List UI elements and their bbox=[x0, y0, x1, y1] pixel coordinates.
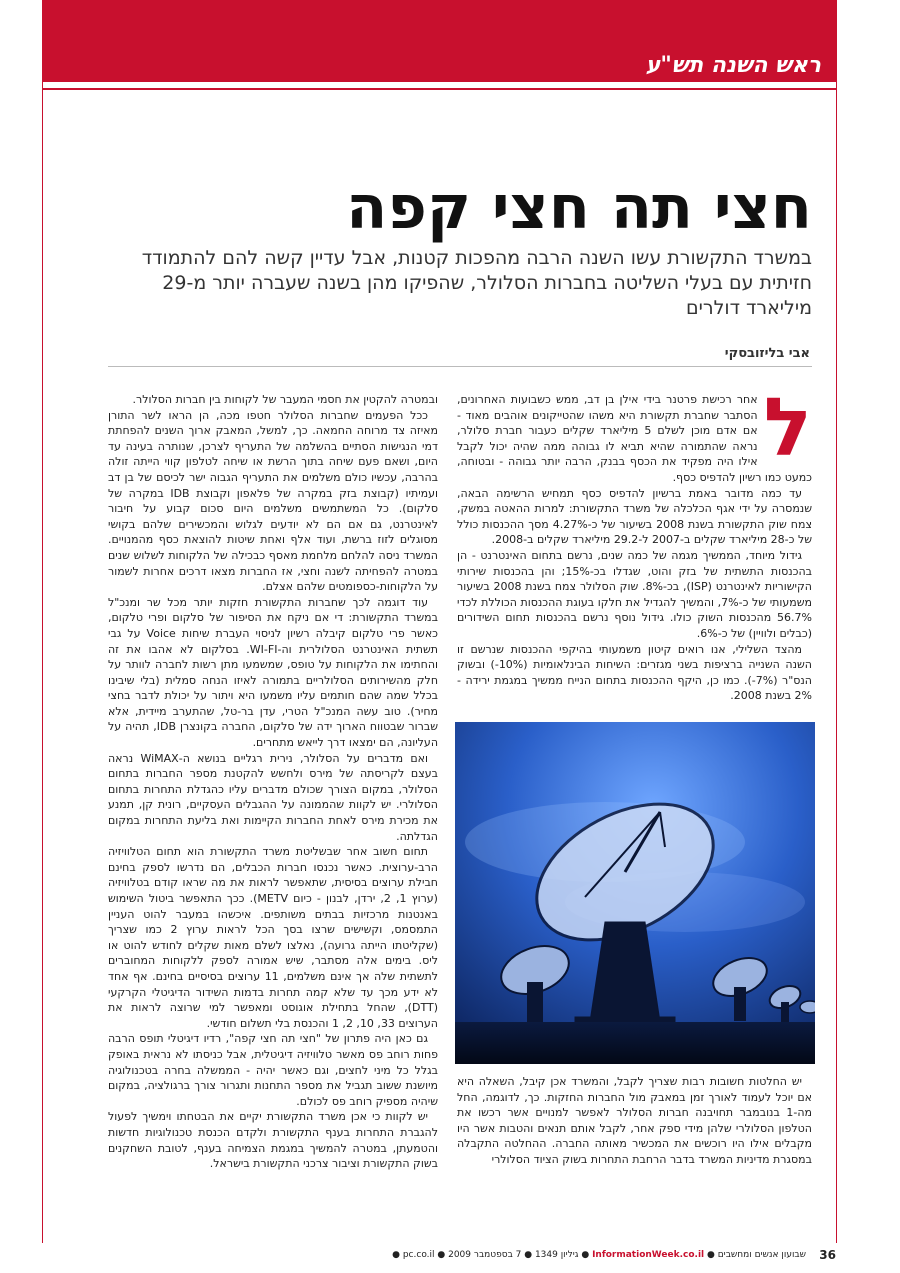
paragraph: גידול מיוחד, הממשיך מגמה של כמה שנים, נרשם בתחום האינטרנט - הן בהכנסות התשתית של בזק והוט, שגדלו בכ-15%; והן בהכנסות שירותי הקישוריות לאינטרנט (ISP), בכ-8%. שוק הסלולר צמח בשנת 2008 בשיעור משמעותי של כ-7%, והמשיך להגדיל את חלקו בעוגת ההכנסות הכוללת לכדי 56.7% מהכנסות השוק כולו. גידול נוסף נרשם בהכנסות תחום השידורים (כבלים ולוויין) של כ-6%. bbox=[457, 548, 813, 640]
article-column-right bbox=[457, 381, 813, 704]
site-link[interactable]: InformationWeek.co.il bbox=[592, 1250, 705, 1260]
byline-rule bbox=[108, 366, 812, 367]
paragraph: יש לקוות כי אכן משרד התקשורת יקיים את הבטחתו וימשיך לפעול להגברת התחרות בענף התקשורת ולקדם הכנסת טכנולוגיות חדשות והטמעתן, במטרה להמשיך במגמת הצמיחה בענף, לטובת השחקנים בשוק התקשורת וציבור צרכני התקשורת בישראל. bbox=[108, 1110, 438, 1171]
section-title: ראש השנה תש"ע bbox=[645, 53, 821, 78]
magazine-name: שבועון אנשים ומחשבים bbox=[717, 1250, 806, 1260]
subtitle: במשרד התקשורת עשו השנה הרבה מהפכות קטנות, אבל עדיין קשה להם להתמודד חזיתית עם בעלי השליטה בחברות הסלולר, שהפיקו מהן בשנה שעברה יותר מ-29 מיליארד דולרים bbox=[141, 247, 812, 319]
page-number: 36 bbox=[819, 1248, 836, 1262]
paragraph: עוד דוגמה לכך שחברות התקשורת חזקות יותר מכל שר ומנכ"ל במשרד התקשורת: די אם ניקח את הסיפור של סלקום ופרי טלקום, כאשר פרי טלקום קיבלה רשיון לניסוי העברת שיחות Voice על גבי תשתית האינטרנט הסלולרית וה-WI-FI. בסלקום לא אהבו את זה והחתימו את הלקוחות על טופס, שמשמעו מתן רשות לחברה לוותר על חלק מהשירותים הסלולריים בתמורה לאיזו הנחה סמלית (בלי שיבינו בכלל שמה שהם חותמים עליו משמעו היא ויתור על יכולת לדבר בחצי מחיר). טוב עשה המנכ"ל הטרי, עדן בר-טל, שהתערב מיידית, אלא שברור שבטווח הארוך ידה של סלקום, החברה בקונצרן IDB, תהיה על העליונה, הם ימצאו דרך לייאש מתחרים. bbox=[108, 595, 439, 750]
radio-telescope-photo bbox=[455, 722, 815, 1064]
paragraph: ככל הפעמים שחברות הסלולר חטפו מכה, הן הראו לשר התורן מאיזה צד מרוחה החמאה. כך, למשל, המאבק ארוך השנים להפחתת דמי הנגישות הסתיים בהשלמה של התעריף לצרכן, שנותרה בעינה עד היום, ושאם פעם שיחה בתוך הרשת או שיחה לטלפון קווי הייתה זולה בהרבה, עכשיו כולם משלמים את התעריף הגבוה ישר לכיסם של בן דב ועמיתיו (קבוצת בזק במקרה של פלאפון וקבוצת IDB במקרה של סלקום). כל המשתמשים משלמים היום סכום קבוע על חיבור לאינטרנט, גם אם הם לא יודעים לגלוש והמכשירים שלהם בקושי מסוגלים לזוז ברשת, ועוד אלף ואחת שיטות להוצאת כסף מהמנויים. המשרד ניסה להלחם מלחמת מאסף כבכילה של הלקוחות לשלוש שנים במטרה להפחיתה לשנה וחצי, אז החברות מצאו דרכים אחרות לשמור על הלקוחות-כספומטים שלהם אצלם. bbox=[108, 408, 439, 594]
page-footer bbox=[92, 1250, 836, 1266]
paragraph: גם כאן היה פתרון של "חצי תה חצי קפה", רדיו דיגיטלי תופס הרבה פחות רוחב פס מאשר טלוויזיה דיגיטלית, אבל כניסתו לא נראית באופק בגלל כל מיני לחצים, וגם כאשר יהיה - הממשלה בחרה בטכנולוגיה מיושנת ששוב תגביל את מספר התחנות ותגרור צורך ברגולציה, במקום שיהיה מספיק רוחב פס לכולם. bbox=[108, 1032, 438, 1108]
paragraph: מהצד השלילי, אנו רואים קיטון משמעותי בהיקפי ההכנסות שנרשם זו השנה השנייה ברציפות בשני מגזרים: השיחות הבינלאומיות (10%-) ובשוק הנס"ר (7%-). כמו כן, היקף ההכנסות בתחום הנייח ממשיך במגמת ירידה - 2% בשנת 2008. bbox=[457, 642, 812, 703]
paragraph: ואם מדברים על הסלולר, נירית רגליים בנושא ה-WiMAX נראה בעצם לקריסתה של מירס ולחשש להקטנת מספר החברות בתחום הסלולר, במקום הצורך שכולם מדברים עליו כהגדלת התחרות בתחום הסלולרי. יש לקוות שהממונה על ההגבלים העסקיים, רונית קן, תמנע את מכירת מירס לאחת החברות הקיימות ואת בליעת התחרות במקום הגדלתה. bbox=[108, 751, 438, 843]
headline: חצי תה חצי קפה bbox=[346, 173, 812, 243]
radio-telescope-illustration bbox=[455, 722, 815, 1064]
header-rule bbox=[42, 88, 837, 90]
paragraph: עד כמה מדובר באמת ברשיון להדפיס כסף תמחיש הרשימה הבאה, שנמסרה על ידי אגף הכלכלה של משרד התקשורת: למרות ההאטה במשק, צמח שוק התקשורת בשנת 2008 בשיעור של כ-4.27% מסך ההכנסות כולל של כ-28 מיליארד שקלים ב-2007 ל-29.2 מיליארד שקלים ב-2008. bbox=[457, 486, 812, 547]
author-byline: אבי בליזובסקי bbox=[724, 346, 810, 361]
paragraph: אחר רכישת פרטנר בידי אילן בן דב, ממש כשבועות האחרונים, הסתבר שחברת תקשורת היא משהו שהטייקונים אוהבים מאוד - אם אדם מוכן לשלם 5 מיליארד שקלים כעבור חברת סלולר, נראה שהתמורה שהיא תביא לו גבוהה ממה שהיה יכול לקבל אילו היה מפקיד את הכסף בבנק, הרבה יותר גבוהה - ובטוחה, כמעט כמו רשיון להדפיס כסף. bbox=[457, 393, 812, 484]
article-column-right-bottom bbox=[457, 1074, 812, 1168]
paragraph: יש החלטות חשובות רבות שצריך לקבל, והמשרד אכן קיבל, השאלה היא אם יוכל לעמוד לאורך זמן במאבק מול החברות החזקות. כך, לדוגמה, החל מה-1 בנובמבר תחויבנה חברות הסלולר לאפשר למנויים אשר רכשו את הטלפון הסלולרי שלהן מידי ספק אחר, לקבל אותם תנאים והטבות אשר היו מקבלים אילו היו רוכשים את המכשיר מאותה החברה. ההחלטה התקבלה במסגרת מדיניות המשרד בדבר הרחבת התחרות בשוק הציוד הסלולרי bbox=[457, 1075, 812, 1166]
pc-site-link[interactable]: pc.co.il bbox=[402, 1250, 435, 1260]
issue-number: גיליון 1349 bbox=[534, 1250, 579, 1260]
section-header-band bbox=[42, 0, 837, 82]
paragraph: תחום חשוב אחר שבשליטת משרד התקשורת הוא תחום הטלוויזיה הרב-ערוצית. כאשר נכנסו חברות הכבלים, הם נדרשו לספק בחינם חבילת ערוצים בסיסית, שתאפשר לראות את מה שראו קודם בטלוויזיה (ערוץ 1, 2, ירדן, לבנון - כיום METV). ככך התאפשר ביטול השימוש באנטנות מרכזיות בבתים משותפים. איכשהו במעבר להוט העניין התמסמס, וקשישים שרצו בסך הכל לראות ערוץ 2 כמו שצריך (שקליטתו הייתה גרועה), נאלצו לשלם מאות שקלים לחודש להוט או ליס. בימים אלה מסתבר, שיש אמורה לספק ללקוחות המחוברים לתשתית שלה אך אינם משלמים, 11 ערוצים בסיסיים בחינם. אף אחד לא ידע מכך עד שלא קמה תחרות בדמות השידור הדיגיטלי הקרקעי (DTT), שהחל בתחילת אוגוסט ומאפשר למי שרוצה לראות את הערוצים 33, 10, 2, 1 והכנסת בלי תשלום חודשי. bbox=[108, 845, 438, 1030]
footer-line: שבועון אנשים ומחשבים ● InformationWeek.co.il ● גיליון 1349 ● 7 בספטמבר 2009 ● pc.co.il ● bbox=[392, 1250, 806, 1260]
issue-date: 7 בספטמבר 2009 bbox=[448, 1250, 522, 1260]
drop-cap: ל bbox=[763, 381, 812, 474]
paragraph: ובמטרה להקטין את חסמי המעבר של לקוחות בין חברות הסלולר. bbox=[132, 393, 438, 406]
article-column-left bbox=[108, 392, 438, 1172]
